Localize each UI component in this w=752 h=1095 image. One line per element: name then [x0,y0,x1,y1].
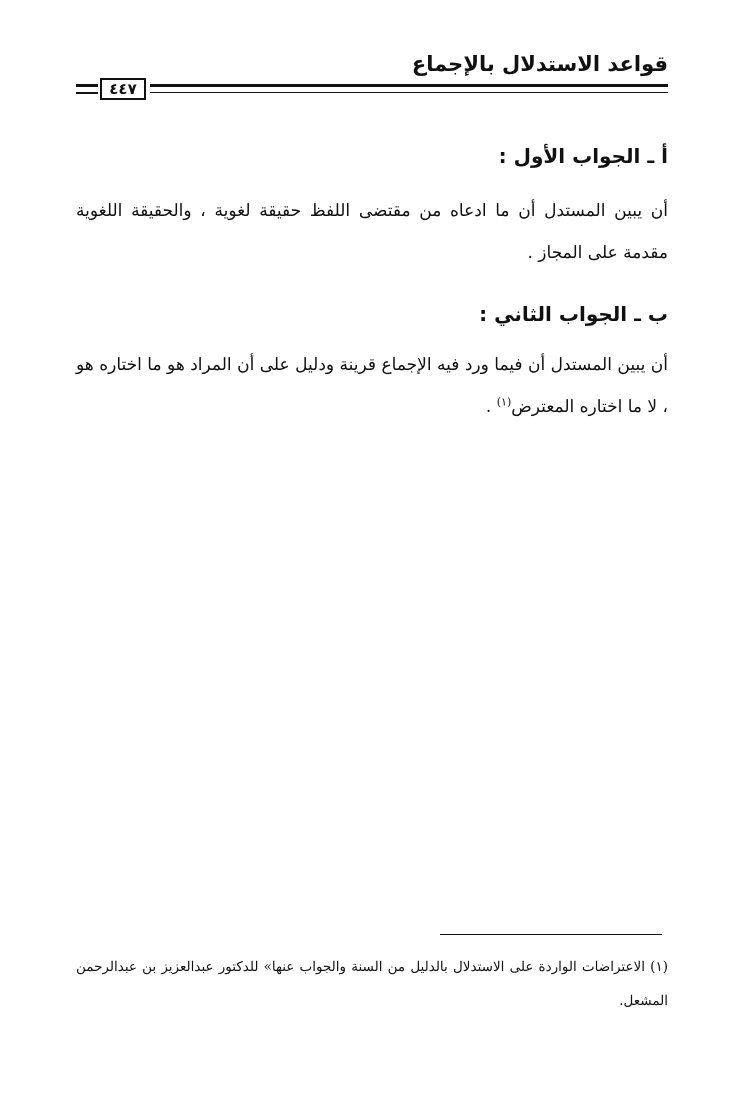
section-second-answer [76,302,668,326]
header-rule-thick [150,84,668,87]
section-paragraph-first: أن يبين المستدل أن ما ادعاه من مقتضى اللفظ حقيقة لغوية ، والحقيقة اللغوية مقدمة على المجاز . [76,201,668,263]
footnote-reference: (١) [496,395,512,409]
section-heading-second: ب ـ الجواب الثاني : [479,302,668,326]
header-rule-left-thick [76,84,98,87]
section-paragraph-second [76,344,668,428]
section-first-answer [76,144,668,168]
section-heading-first: أ ـ الجواب الأول : [498,144,668,168]
header-rule-thin [150,92,668,93]
running-header-title: قواعد الاستدلال بالإجماع [411,52,668,76]
paragraph-main-text: أن يبين المستدل أن فيما ورد فيه الإجماع قرينة ودليل على أن المراد هو ما اختاره هو ، لا ما اختاره المعترض [76,355,668,417]
paragraph-end-text: . [485,397,497,417]
footnote-text: (١) الاعتراضات الواردة على الاستدلال بالدليل من السنة والجواب عنها» للدكتور عبدالعزيز بن عبدالرحمن المشعل. [76,959,668,1009]
header-rule-left-thin [76,92,98,94]
footnote-separator [440,934,662,935]
page-number: ٤٤٧ [100,78,146,100]
